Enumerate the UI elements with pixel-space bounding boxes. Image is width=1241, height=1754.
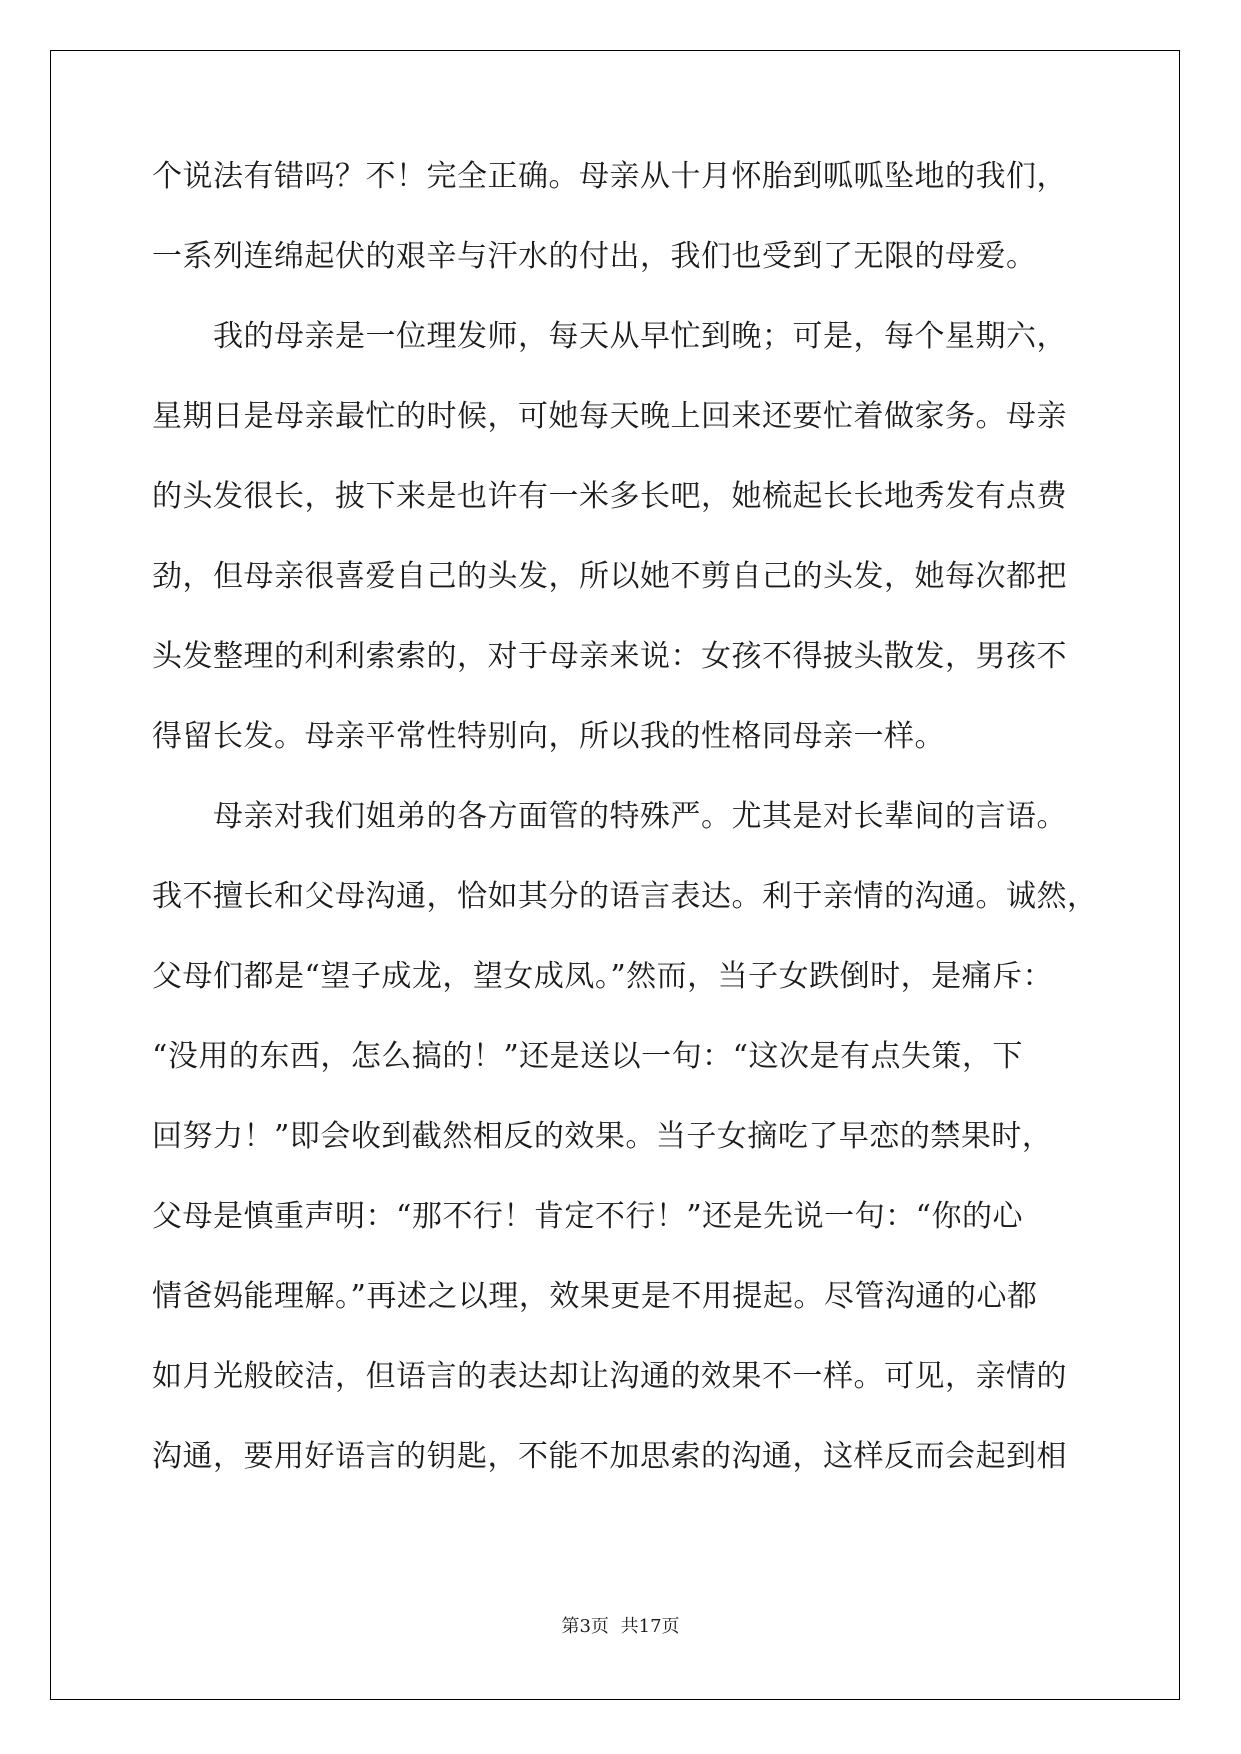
text-line: 的头发很长，披下来是也许有一米多长吧，她梳起长长地秀发有点费: [152, 479, 1067, 514]
text-line: 我不擅长和父母沟通，恰如其分的语言表达。利于亲情的沟通。诚然，: [152, 879, 1098, 914]
page-number: 第3页: [561, 1616, 609, 1637]
page-footer: [0, 1612, 1241, 1638]
text-line: 回努力！”即会收到截然相反的效果。当子女摘吃了早恋的禁果时，: [152, 1119, 1053, 1154]
text-line: 星期日是母亲最忙的时候，可她每天晚上回来还要忙着做家务。母亲: [152, 399, 1067, 434]
text-line: 一系列连绵起伏的艰辛与汗水的付出，我们也受到了无限的母爱。: [152, 239, 1037, 274]
text-line: 情爸妈能理解。”再述之以理，效果更是不用提起。尽管沟通的心都: [152, 1279, 1038, 1314]
text-line: 得留长发。母亲平常性特别向，所以我的性格同母亲一样。: [152, 719, 945, 754]
text-line: 头发整理的利利索索的，对于母亲来说：女孩不得披头散发，男孩不: [152, 639, 1067, 674]
text-line: 劲，但母亲很喜爱自己的头发，所以她不剪自己的头发，她每次都把: [152, 559, 1067, 594]
text-line: “没用的东西，怎么搞的！”还是送以一句：“这次是有点失策，下: [152, 1039, 1024, 1074]
text-line: 我的母亲是一位理发师，每天从早忙到晚；可是，每个星期六，: [152, 319, 1067, 354]
text-line: 如月光般皎洁，但语言的表达却让沟通的效果不一样。可见，亲情的: [152, 1359, 1067, 1394]
text-line: 沟通，要用好语言的钥匙，不能不加思索的沟通，这样反而会起到相: [152, 1439, 1067, 1474]
text-line: 父母是慎重声明：“那不行！肯定不行！”还是先说一句：“你的心: [152, 1199, 1024, 1234]
document-body: [152, 159, 1098, 1520]
text-line: 个说法有错吗？不！完全正确。母亲从十月怀胎到呱呱坠地的我们，: [152, 159, 1067, 194]
page-total: 共17页: [620, 1616, 680, 1637]
text-line: 父母们都是“望子成龙，望女成凤。”然而，当子女跌倒时，是痛斥：: [152, 959, 1054, 994]
text-line: 母亲对我们姐弟的各方面管的特殊严。尤其是对长辈间的言语。: [152, 799, 1067, 834]
